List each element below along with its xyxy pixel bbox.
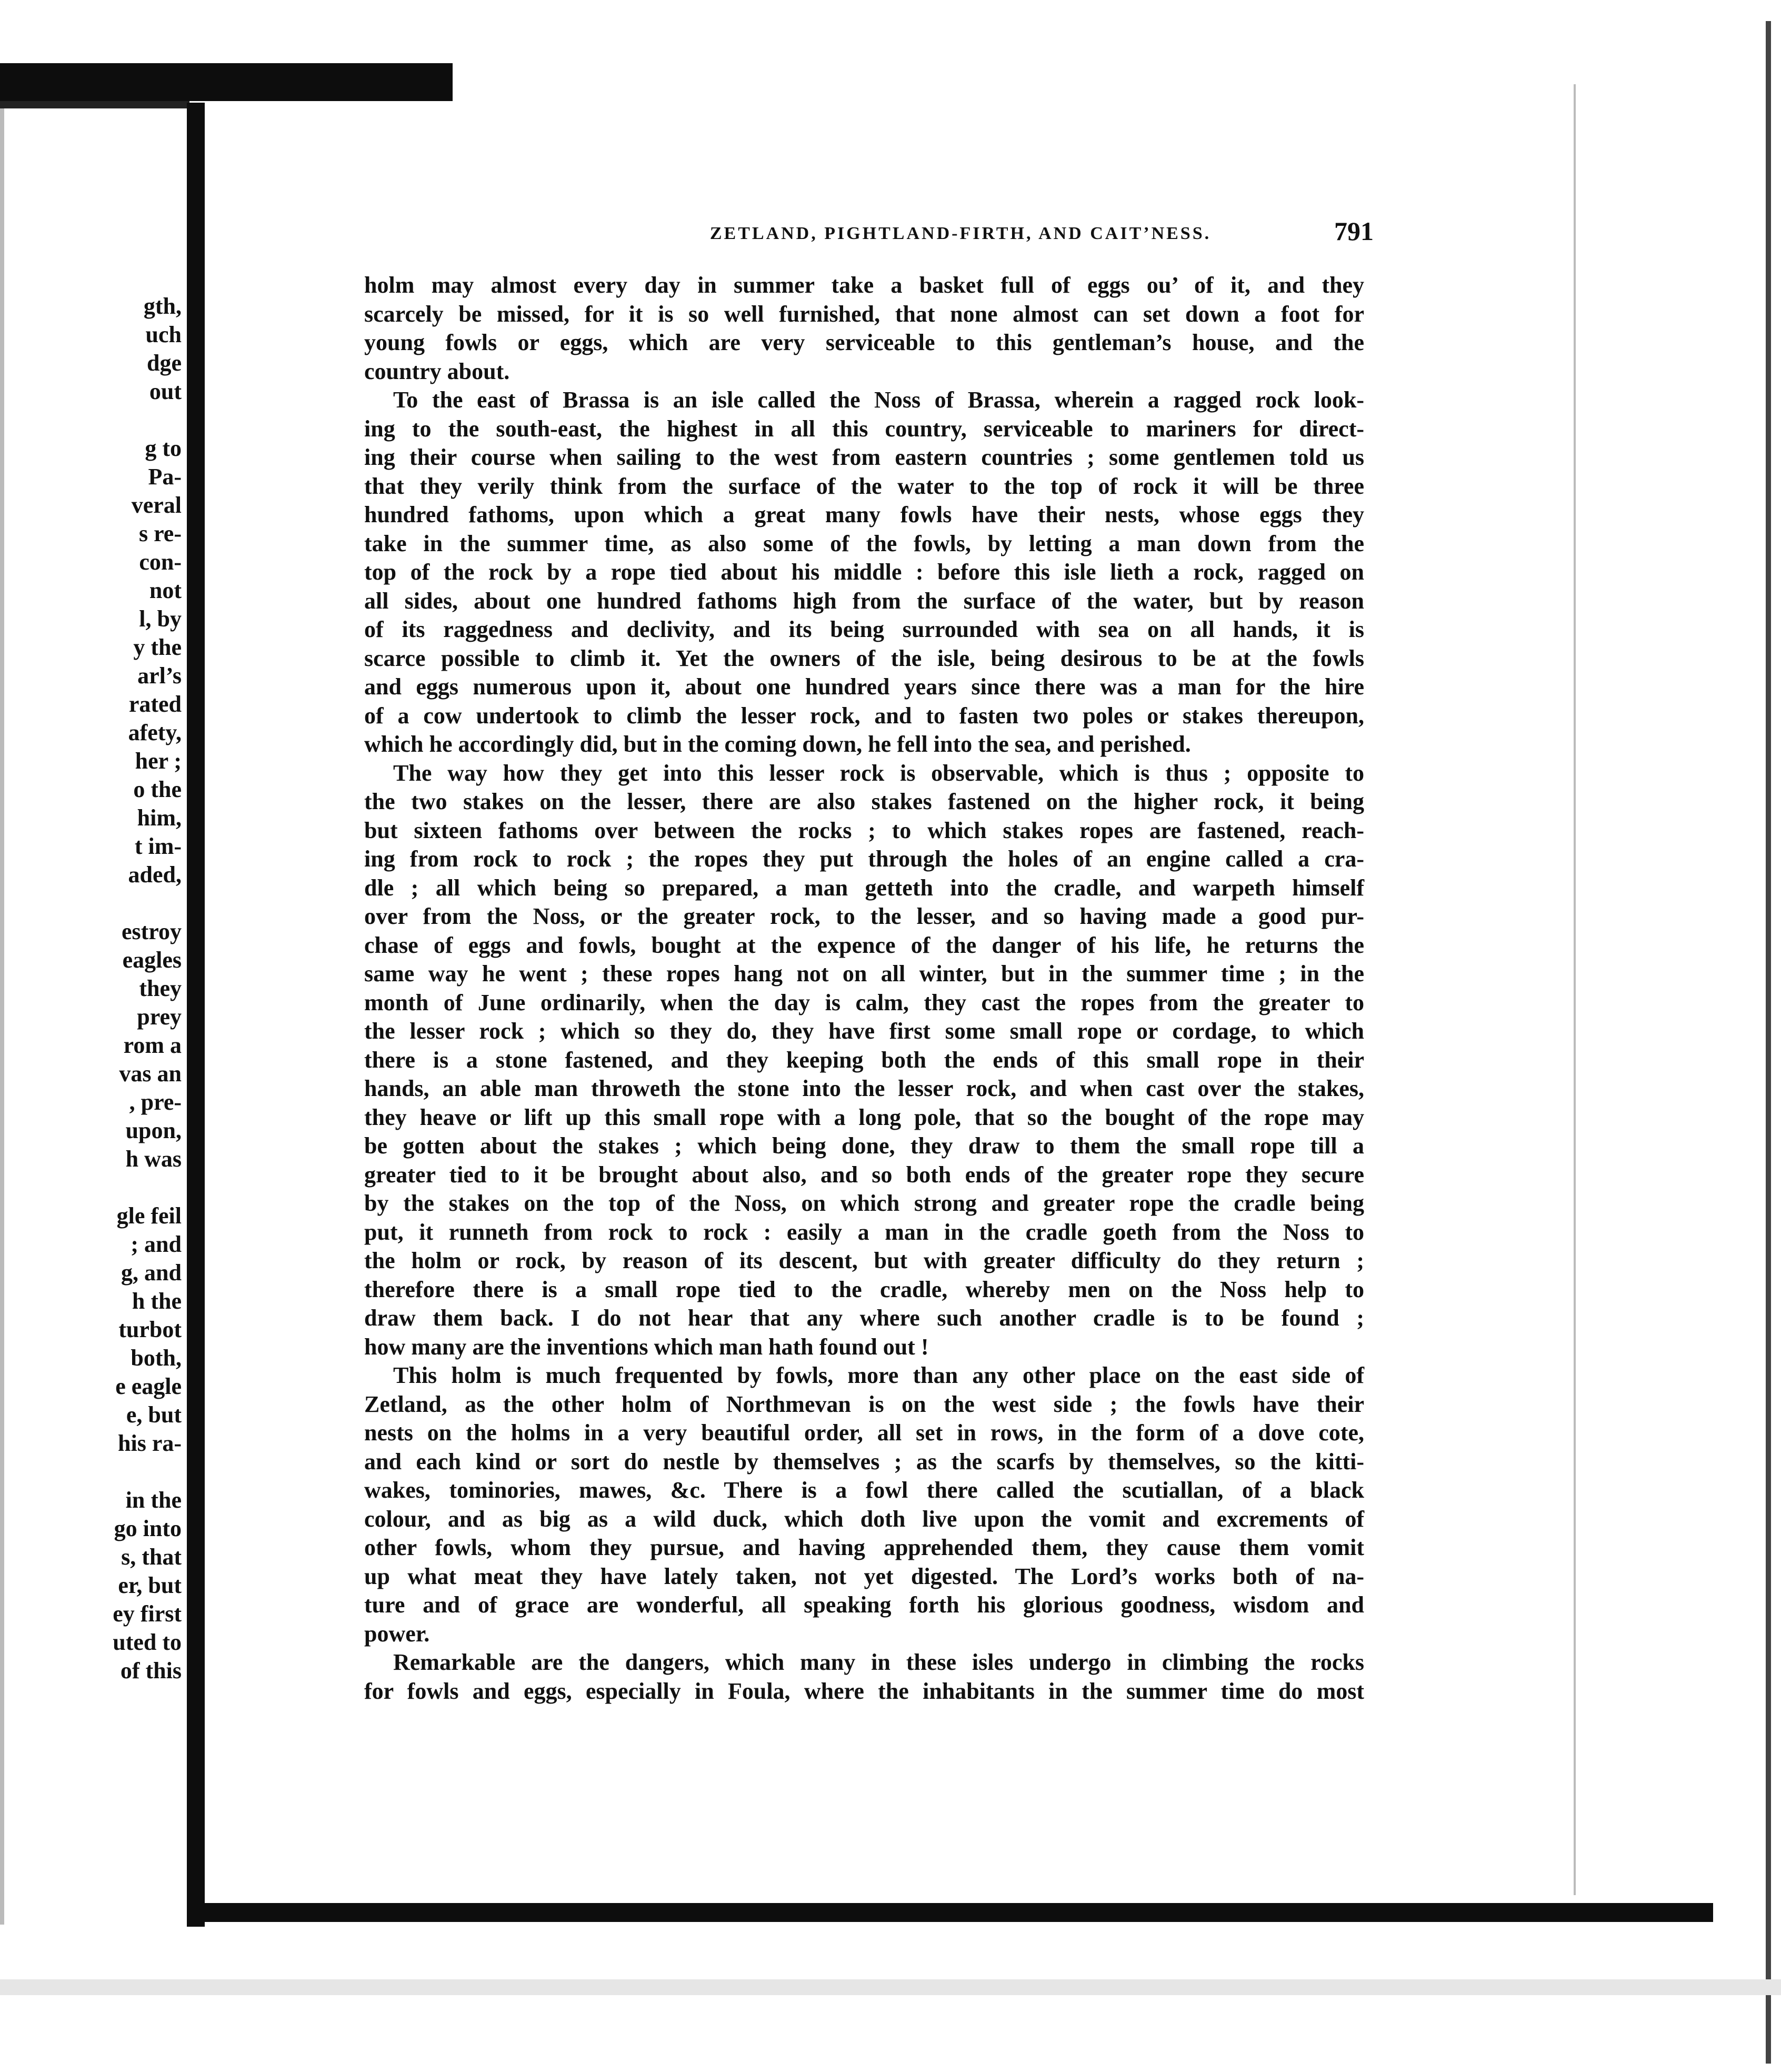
text-line: be gotten about the stakes ; which being done, they draw to them the small rope till a <box>364 1133 1364 1159</box>
text-line: draw them back. I do not hear that any where such another cradle is to be found ; <box>364 1305 1364 1331</box>
text-line: they heave or lift up this small rope with a long pole, that so the bought of the rope may <box>364 1104 1364 1130</box>
text-line: of a cow undertook to climb the lesser rock, and to fasten two poles or stakes thereupon, <box>364 702 1364 729</box>
left-page-fragment: out <box>149 378 182 404</box>
left-page-fragments <box>0 292 182 1685</box>
left-page-fragment: him, <box>137 805 182 831</box>
text-line: the holm or rock, by reason of its descent, but with greater difficulty do they return ; <box>364 1248 1364 1273</box>
text-line: ing to the south-east, the highest in all this country, serviceable to mariners for direct- <box>364 415 1364 442</box>
text-line: The way how they get into this lesser rock is observable, which is thus ; opposite to <box>393 760 1364 786</box>
left-page-fragment: afety, <box>128 720 182 745</box>
left-page-fragment: both, <box>131 1345 182 1371</box>
text-line: how many are the inventions which man hath found out ! <box>364 1333 929 1360</box>
left-page-fragment: o the <box>133 776 182 802</box>
page-number: 791 <box>1334 216 1374 246</box>
text-line: ing from rock to rock ; the ropes they put through the holes of an engine called a cra- <box>364 846 1364 872</box>
text-line: same way he went ; these ropes hang not on all winter, but in the summer time ; in the <box>364 961 1364 987</box>
left-page-fragment: vas an <box>119 1061 182 1087</box>
text-line: Zetland, as the other holm of Northmevan is on the west side ; the fowls have their <box>364 1391 1364 1417</box>
left-page-fragment: veral <box>131 492 182 518</box>
text-line: therefore there is a small rope tied to the cradle, whereby men on the Noss help to <box>364 1276 1364 1302</box>
text-line: hundred fathoms, upon which a great many fowls have their nests, whose eggs they <box>364 502 1364 527</box>
text-line: dle ; all which being so prepared, a man getteth into the cradle, and warpeth himself <box>364 874 1364 901</box>
left-page-fragment: er, but <box>118 1572 182 1598</box>
text-line: country about. <box>364 358 510 384</box>
text-line: which he accordingly did, but in the coming down, he fell into the sea, and perished. <box>364 731 1191 757</box>
text-line: other fowls, whom they pursue, and having apprehended them, they cause them vomit <box>364 1535 1364 1560</box>
left-page-fragment: g to <box>145 435 182 461</box>
left-page-fragment: gth, <box>143 293 182 319</box>
text-line: the lesser rock ; which so they do, they have first some small rope or cordage, to which <box>364 1018 1364 1044</box>
fragment-gap <box>0 1173 182 1202</box>
text-line: by the stakes on the top of the Noss, on which strong and greater rope the cradle being <box>364 1190 1364 1216</box>
left-page-fragment: eagles <box>122 947 182 973</box>
text-line: up what meat they have lately taken, not yet digested. The Lord’s works both of na- <box>364 1563 1364 1589</box>
fragment-gap <box>0 1458 182 1486</box>
fragment-gap <box>0 889 182 918</box>
text-line: ture and of grace are wonderful, all speaking forth his glorious goodness, wisdom and <box>364 1592 1364 1618</box>
text-line: all sides, about one hundred fathoms high from the surface of the water, but by reason <box>364 587 1364 614</box>
left-page-fragment: e, but <box>126 1402 182 1428</box>
left-page-fragment: e eagle <box>115 1373 182 1399</box>
text-line: top of the rock by a rope tied about his middle : before this isle lieth a rock, ragged on <box>364 559 1364 585</box>
text-line: scarcely be missed, for it is so well furnished, that none almost can set down a foot for <box>364 301 1364 327</box>
left-page-fragment: rated <box>128 691 182 717</box>
text-line: young fowls or eggs, which are very serviceable to this gentleman’s house, and the <box>364 330 1364 355</box>
left-page-fragment: h was <box>125 1146 182 1172</box>
text-line: ing their course when sailing to the west from eastern countries ; some gentlemen told us <box>364 444 1364 470</box>
scan-border-right <box>1766 21 1771 2064</box>
text-line: that they verily think from the surface of the water to the top of rock it will be three <box>364 473 1364 499</box>
fragment-gap <box>0 406 182 434</box>
text-line: colour, and as big as a wild duck, which doth live upon the vomit and excrements of <box>364 1506 1364 1532</box>
left-page-fragment: ey first <box>113 1601 182 1627</box>
left-page-fragment: his ra- <box>118 1430 182 1456</box>
text-line: for fowls and eggs, especially in Foula, where the inhabitants in the summer time do most <box>364 1678 1364 1704</box>
left-page-fragment: con- <box>139 549 182 575</box>
text-line: This holm is much frequented by fowls, more than any other place on the east side of <box>393 1362 1364 1388</box>
left-page-fragment: l, by <box>139 606 182 632</box>
left-page-fragment: upon, <box>125 1118 182 1143</box>
left-page-fragment: g, and <box>121 1260 182 1286</box>
left-page-fragment: s, that <box>121 1544 182 1570</box>
left-page-fragment: h the <box>132 1288 182 1314</box>
text-line: holm may almost every day in summer take a basket full of eggs ou’ of it, and they <box>364 272 1364 298</box>
text-line: Remarkable are the dangers, which many in these isles undergo in climbing the rocks <box>393 1649 1364 1675</box>
text-line: nests on the holms in a very beautiful order, all set in rows, in the form of a dove cote, <box>364 1420 1364 1446</box>
text-line: scarce possible to climb it. Yet the owners of the isle, being desirous to be at the fowls <box>364 645 1364 671</box>
left-page-fragment: in the <box>125 1487 182 1513</box>
left-page-fragment: dge <box>147 350 182 376</box>
text-line: power. <box>364 1620 430 1647</box>
text-line: take in the summer time, as also some of the fowls, by letting a man down from the <box>364 530 1364 556</box>
scan-border-bottom <box>203 1903 1713 1922</box>
scan-shadow-bottom <box>0 1979 1781 1995</box>
text-line: and eggs numerous upon it, about one hundred years since there was a man for the hire <box>364 674 1364 700</box>
scan-border-top <box>0 63 453 101</box>
left-page-fragment: estroy <box>121 919 182 944</box>
text-line: month of June ordinarily, when the day is calm, they cast the ropes from the greater to <box>364 989 1364 1015</box>
left-page-fragment: ; and <box>131 1231 182 1257</box>
text-line: chase of eggs and fowls, bought at the expence of the danger of his life, he returns the <box>364 932 1364 958</box>
left-page-fragment: , pre- <box>129 1089 182 1115</box>
text-line: there is a stone fastened, and they keeping both the ends of this small rope in their <box>364 1047 1364 1073</box>
text-line: wakes, tominories, mawes, &c. There is a fowl there called the scutiallan, of a black <box>364 1477 1364 1503</box>
left-page-fragment: turbot <box>118 1317 182 1342</box>
scan-border-gutter <box>187 103 205 1927</box>
text-line: To the east of Brassa is an isle called the Noss of Brassa, wherein a ragged rock look- <box>393 387 1364 413</box>
left-page-fragment: uch <box>145 322 182 347</box>
text-line: but sixteen fathoms over between the rocks ; to which stakes ropes are fastened, reach- <box>364 817 1364 843</box>
page-body-text <box>364 271 1364 1706</box>
text-line: and each kind or sort do nestle by themselves ; as the scarfs by themselves, so the kitti- <box>364 1448 1364 1475</box>
left-page-fragment: not <box>149 577 182 603</box>
text-line: greater tied to it be brought about also, and so both ends of the greater rope they secure <box>364 1161 1364 1188</box>
text-line: the two stakes on the lesser, there are also stakes fastened on the higher rock, it being <box>364 789 1364 814</box>
text-line: of its raggedness and declivity, and its being surrounded with sea on all hands, it is <box>364 616 1364 642</box>
left-page-fragment: y the <box>133 634 182 660</box>
text-line: over from the Noss, or the greater rock, to the lesser, and so having made a good pur- <box>364 903 1364 929</box>
left-page-fragment: go into <box>114 1516 182 1541</box>
left-page-fragment: prey <box>137 1004 182 1030</box>
left-page-fragment: arl’s <box>137 663 182 689</box>
left-page-fragment: they <box>139 975 182 1001</box>
scan-border-top-thin <box>0 101 189 108</box>
page-edge-right <box>1574 84 1576 1895</box>
left-page-fragment: t im- <box>134 833 182 859</box>
running-head: ZETLAND, PIGHTLAND-FIRTH, AND CAIT’NESS. <box>709 224 1212 243</box>
left-page-fragment: her ; <box>135 748 182 774</box>
left-page-fragment: s re- <box>138 521 182 546</box>
left-page-fragment: aded, <box>128 862 182 888</box>
left-page-fragment: uted to <box>113 1629 182 1655</box>
left-page-fragment: rom a <box>123 1032 182 1058</box>
left-page-fragment: Pa- <box>148 464 182 490</box>
left-page-fragment: gle feil <box>116 1203 182 1229</box>
text-line: hands, an able man throweth the stone into the lesser rock, and when cast over the stakes, <box>364 1075 1364 1101</box>
left-page-fragment: of this <box>120 1658 182 1683</box>
text-line: put, it runneth from rock to rock : easily a man in the cradle goeth from the Noss to <box>364 1219 1364 1245</box>
